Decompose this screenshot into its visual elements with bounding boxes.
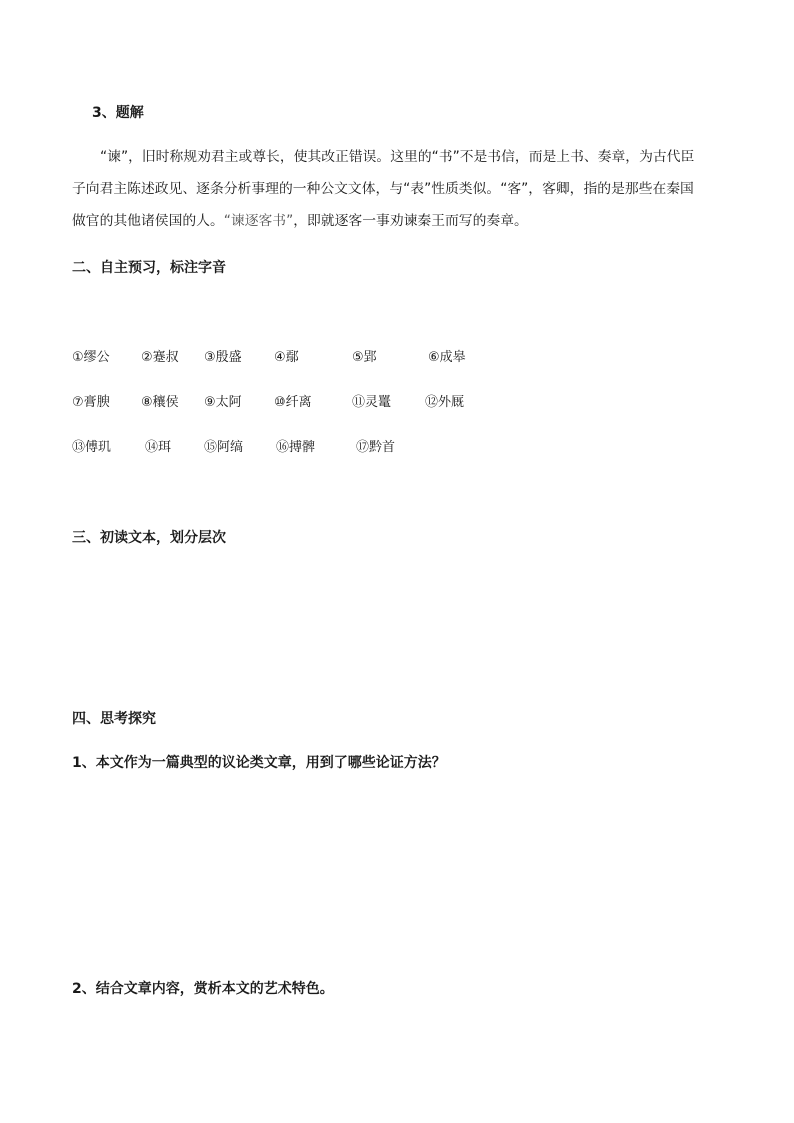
section-title-thinking: 四、思考探究 — [72, 711, 156, 727]
question-1: 1、本文作为一篇典型的议论类文章，用到了哪些论证方法？ — [72, 755, 446, 771]
vocab-item: ⑦膏腴 — [72, 395, 110, 410]
tijie-line-2: 子向君主陈述政见、逐条分析事理的一种公文文体，与“表”性质类似。“客”，客卿，指的是那些在秦国 — [72, 181, 694, 197]
section-title-reading: 三、初读文本，划分层次 — [72, 530, 226, 546]
section-title-preview: 二、自主预习，标注字音 — [72, 260, 226, 276]
tijie-line-3 — [72, 205, 732, 237]
vocab-item: ④鄢 — [274, 350, 299, 365]
section-title-tijie: 3、题解 — [92, 105, 144, 121]
vocab-item: ⑫外厩 — [425, 395, 465, 410]
question-2: 2、结合文章内容，赏析本文的艺术特色。 — [72, 981, 334, 997]
vocab-item: ⑤郢 — [352, 350, 377, 365]
vocab-item: ⑯搏髀 — [276, 440, 316, 455]
vocab-item: ③殷盛 — [204, 350, 242, 365]
vocab-item: ⑧穰侯 — [141, 395, 179, 410]
vocab-item: ⑥成皋 — [428, 350, 466, 365]
tijie-line-3-before: 做官的其他诸侯国的人。 — [72, 213, 224, 229]
vocab-item: ⑮阿缟 — [204, 440, 244, 455]
tijie-line-3-after: ，即就逐客一事劝谏秦王而写的奏章。 — [293, 213, 528, 229]
vocab-item: ⑩纤离 — [274, 395, 312, 410]
vocab-item: ⑨太阿 — [204, 395, 242, 410]
tijie-title-quote: “谏逐客书” — [223, 213, 294, 229]
vocab-item: ⑰黔首 — [356, 440, 396, 455]
tijie-line-1: “谏”，旧时称规劝君主或尊长，使其改正错误。这里的“书”不是书信，而是上书、奏章，为古代臣 — [100, 149, 695, 165]
vocab-item: ②蹇叔 — [141, 350, 179, 365]
vocab-item: ⑪灵鼍 — [352, 395, 392, 410]
tijie-paragraph — [72, 141, 732, 237]
vocab-item: ①缪公 — [72, 350, 110, 365]
vocab-item: ⑬傅玑 — [72, 440, 112, 455]
vocab-item: ⑭珥 — [145, 440, 172, 455]
